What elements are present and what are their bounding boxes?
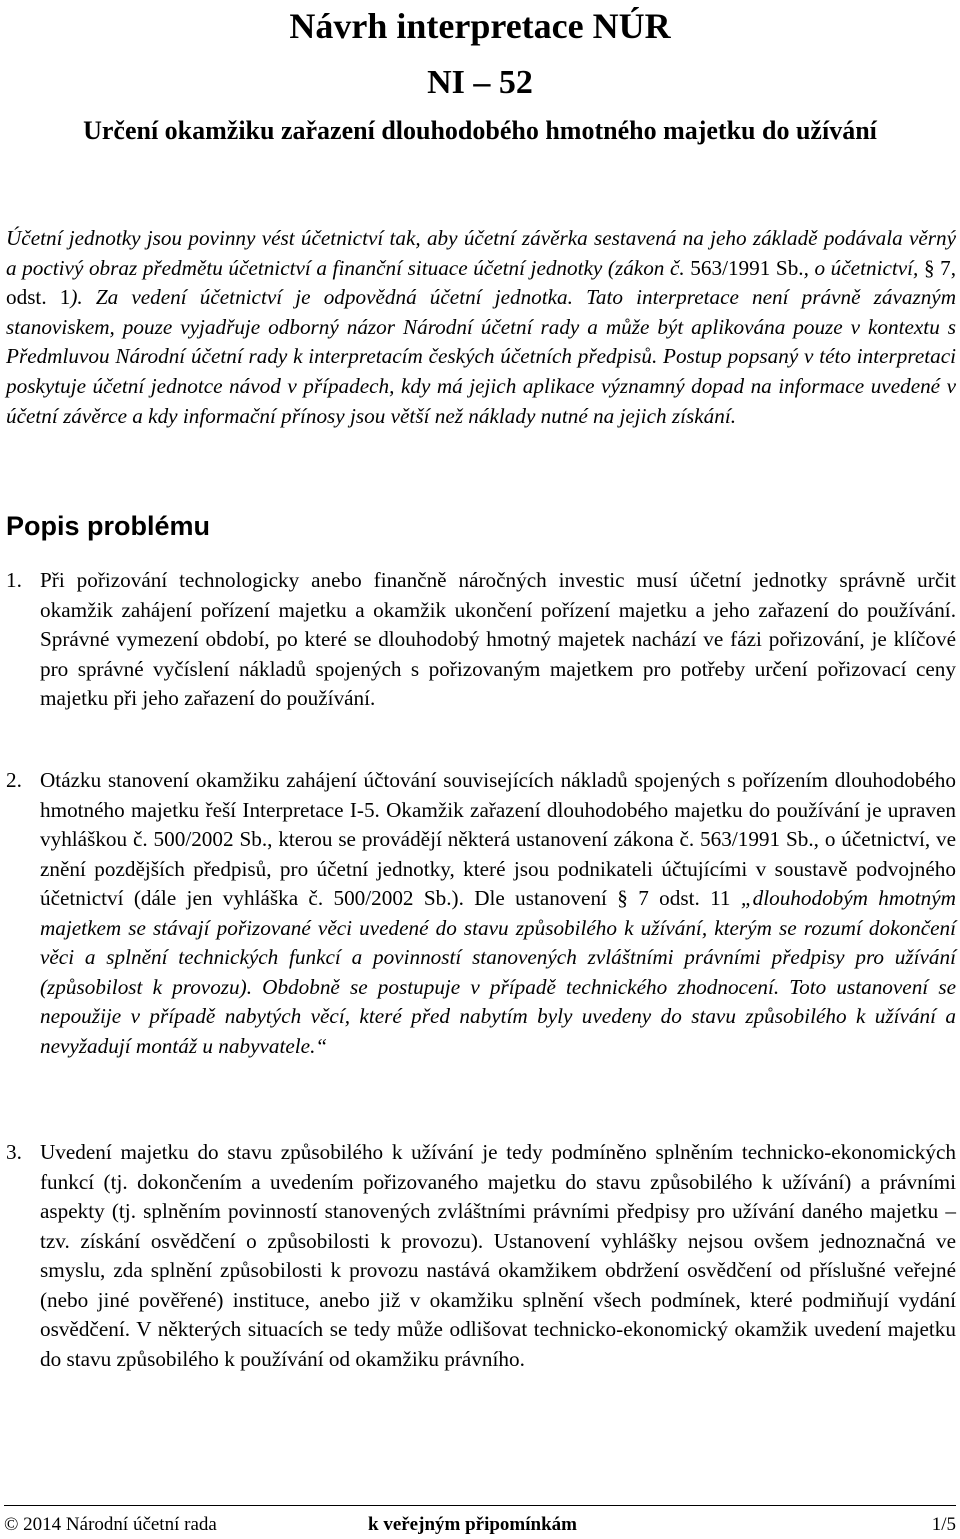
list-item xyxy=(6,566,956,714)
intro-law-ref: 563/1991 Sb. xyxy=(690,255,804,280)
list-item-text-plain: Otázku stanovení okamžiku zahájení účtování souvisejících nákladů spojených s pořízením dlouhodobého hmotného majetku řeší Interpretace I-5. Okamžik zařazení dlouhodobého majetku do používání je upraven vyhláškou č. 500/2002 Sb., kterou se provádějí některá ustanovení zákona č. 563/1991 Sb., o účetnictví, ve znění pozdějších předpisů, pro účetní jednotky, které jsou podnikateli účtujícími v soustavě podvojného účetnictví (dále jen vyhláška č. 500/2002 Sb.). Dle ustanovení § 7 odst. 11 xyxy=(40,768,956,910)
legal-quote: „dlouhodobým hmotným majetkem se stávají pořizované věci uvedené do stavu způsobilého k užívání, kterým se rozumí dokončení věci a splnění technických funkcí a povinností stanovených zvláštními právními předpisy pro užívání (způsobilost k provozu). Obdobně se postupuje v případě technického zhodnocení. Toto ustanovení se nepoužije v případě nabytých věcí, které před nabytím byly uvedeny do stavu způsobilého k užívání a nevyžadují montáž u nabyvatele.“ xyxy=(40,886,956,1058)
interpretation-number: NI – 52 xyxy=(427,64,533,101)
list-item-number: 2. xyxy=(6,768,22,792)
document-title: Návrh interpretace NÚR xyxy=(289,6,671,46)
list-item-text xyxy=(40,766,956,1061)
page-footer xyxy=(4,1505,956,1538)
intro-section-ref: § 7, odst. 1 xyxy=(6,255,957,310)
footer-status: k veřejným připomínkám xyxy=(368,1514,577,1535)
list-item xyxy=(6,1138,956,1374)
list-item xyxy=(6,766,956,1061)
list-item-text: Při pořizování technologicky anebo finančně náročných investic musí účetní jednotky správně určit okamžik zahájení pořízení majetku a okamžik ukončení pořízení majetku a jeho zařazení do používání. Správné vymezení období, po které se dlouhodobý hmotný majetek nachází ve fázi pořizování, je klíčové pro správné vyčíslení nákladů spojených s pořizovaným majetkem pro potřeby určení pořizovací ceny majetku při jeho zařazení do používání. xyxy=(40,568,956,710)
section-heading: Popis problému xyxy=(6,511,211,541)
intro-text-2: , o účetnictví, xyxy=(803,255,924,280)
document-subtitle: Určení okamžiku zařazení dlouhodobého hmotného majetku do užívání xyxy=(83,116,877,145)
intro-paragraph xyxy=(6,224,956,431)
footer-page-number: 1/5 xyxy=(931,1514,956,1535)
intro-text-3: ). Za vedení účetnictví je odpovědná účetní jednotka. Tato interpretace není právně závazným stanoviskem, pouze vyjadřuje odborný názor Národní účetní rady a může být aplikována pouze v kontextu s Předmluvou Národní účetní rady k interpretacím českých účetních předpisů. Postup popsaný v této interpretaci poskytuje účetní jednotce návod v případech, kdy má jejich aplikace významný dopad na informace uvedené v účetní závěrce a kdy informační přínosy jsou větší než náklady nutné na jejich získání. xyxy=(6,285,956,428)
list-item-number: 3. xyxy=(6,1140,22,1164)
footer-copyright: © 2014 Národní účetní rada xyxy=(4,1514,217,1535)
list-item-text: Uvedení majetku do stavu způsobilého k užívání je tedy podmíněno splněním technicko-ekonomických funkcí (tj. dokončením a uvedením pořizovaného majetku do stavu způsobilého k užívání) a právními aspekty (tj. splněním povinností stanovených zvláštními právními předpisy pro užívání daného majetku – tzv. získání osvědčení o způsobilosti k provozu). Ustanovení vyhlášky nejsou ovšem jednoznačná ve smyslu, zda splnění způsobilosti k provozu nastává okamžikem obdržení osvědčení od příslušné veřejné (nebo jiné pověřené) instituce, anebo již v okamžiku splnění všech podmínek, které podmiňují vydání osvědčení. V některých situacích se tedy může odlišovat technicko-ekonomický okamžik uvedení majetku do stavu způsobilého k používání od okamžiku právního. xyxy=(40,1140,956,1371)
list-item-number: 1. xyxy=(6,568,22,592)
intro-text-1: Účetní jednotky jsou povinny vést účetnictví tak, aby účetní závěrka sestavená na jeho základě podávala věrný a poctivý obraz předmětu účetnictví a finanční situace účetní jednotky (zákon č. xyxy=(6,226,956,280)
